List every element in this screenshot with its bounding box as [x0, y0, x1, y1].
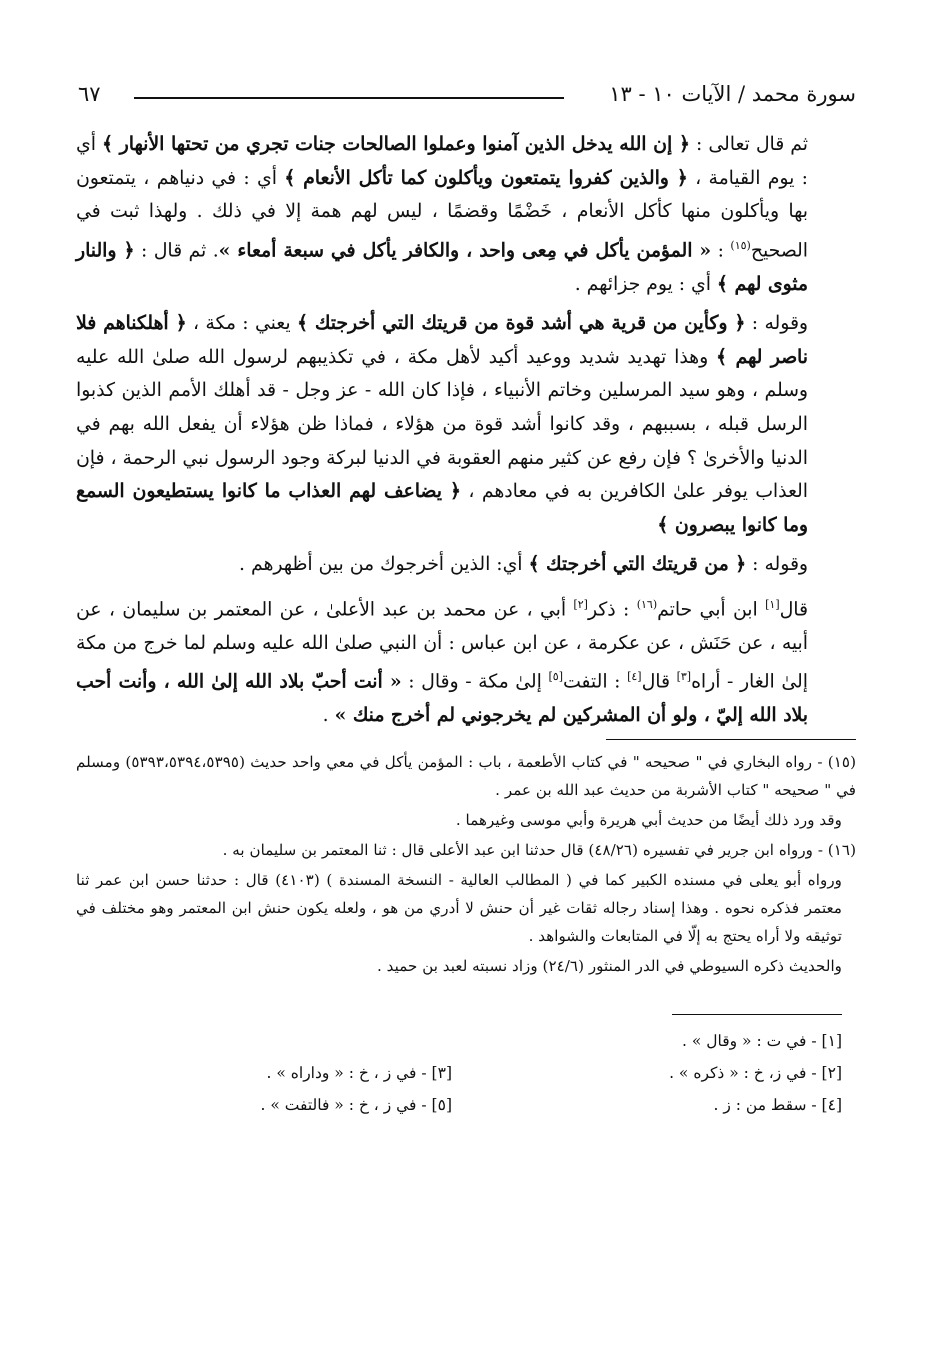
- footnote-16-note: ورواه أبو يعلى في مسنده الكبير كما في ( المطالب العالية - النسخة المسندة ) (٤١٠٣) قال : حدثنا حسن ابن عمر ثنا معتمر فذكره نحوه . وهذا إسناد رجاله ثقات غير أن حنش لا أدري من هو ، ولعله يكون حنش ابن المعتمر وهو مختلف في توثيقه ولا أراه يحتج به إلّا في المتابعات والشواهد .: [76, 870, 842, 945]
- body-text: : التفت: [562, 671, 628, 693]
- body-text: وقوله :: [746, 554, 808, 576]
- body-text: يعني : مكة ،: [186, 313, 297, 335]
- footnote-separator: [606, 739, 856, 740]
- page-number: ٦٧: [78, 82, 101, 106]
- body-text: أي : يوم القيامة ،: [76, 134, 808, 189]
- variant-4: [٤] - سقط من : ز .: [713, 1095, 842, 1114]
- quoted-text: ﴿ من قريتك التي أخرجتك ﴾: [528, 553, 747, 576]
- reference-marker: (١٥): [730, 238, 751, 252]
- quoted-text: ﴿ إن الله يدخل الذين آمنوا وعملوا الصالحات جنات تجري من تحتها الأنهار ﴾: [102, 133, 690, 155]
- footnote-16-source: والحديث ذكره السيوطي في الدر المنثور (٢٤/٦) وزاد نسبته لعبد بن حميد .: [376, 956, 842, 975]
- quoted-text: ﴿ والذين كفروا يتمتعون ويأكلون كما تأكل الأنعام ﴾: [284, 166, 688, 189]
- footnotes: [76, 748, 856, 980]
- body-text: وقوله :: [745, 313, 808, 335]
- footnote-15-note: وقد ورد ذلك أيضًا من حديث أبي هريرة وأبي موسى وغيرهما .: [455, 810, 842, 829]
- manuscript-variants: [76, 1025, 856, 1121]
- body-text: قال: [641, 671, 677, 693]
- paragraph-1: [76, 128, 856, 301]
- quoted-text: ﴿ أهلكناهم فلا ناصر لهم ﴾: [76, 312, 808, 368]
- body-text: أي: الذين أخرجوك من بين أظهرهم .: [239, 554, 529, 576]
- variant-5: [٥] - في ز ، خ : « فالتفت » .: [260, 1095, 452, 1114]
- variant-1: [١] - في ت : « وقال » .: [681, 1031, 842, 1050]
- paragraph-2: [76, 307, 856, 542]
- reference-marker: [٤]: [627, 670, 642, 684]
- quoted-text: « أنت أحبّ بلاد الله إلىٰ الله ، وأنت أحب بلاد الله إليّ ، ولو أن المشركين لم يخرجوني لم أخرج منك »: [76, 670, 808, 727]
- body-text: إلىٰ مكة - وقال :: [401, 671, 549, 693]
- quoted-text: « المؤمن يأكل في مِعى واحد ، والكافر يأكل في سبعة أمعاء »: [218, 239, 712, 262]
- reference-marker: [٢]: [573, 597, 588, 611]
- body-text: ابن أبي حاتم: [657, 599, 766, 621]
- quoted-text: ﴿ وكأين من قرية هي أشد قوة من قريتك التي أخرجتك ﴾: [296, 312, 746, 335]
- footnote-16: (١٦) - ورواه ابن جرير في تفسيره (٤٨/٢٦) قال حدثنا ابن عبد الأعلى قال : ثنا المعتمر بن سليمان به .: [222, 840, 856, 859]
- body-text: : ذكر: [587, 599, 637, 621]
- footnote-15: (١٥) - رواه البخاري في " صحيحه " في كتاب الأطعمة ، باب : المؤمن يأكل في معي واحد حديث (٥٣٩٣،٥٣٩٤،٥٣٩٥) ومسلم في " صحيحه " كتاب الأشربة من حديث عبد الله بن عمر .: [76, 752, 856, 799]
- header-rule: [134, 97, 564, 99]
- main-text: [76, 128, 856, 733]
- body-text: أي : في دنياهم ، يتمتعون بها ويأكلون منها كأكل الأنعام ، خَضْمًا وقضمًا ، ليس لهم همة إلا في ذلك . ولهذا ثبت في الصحيح: [76, 167, 808, 262]
- body-text: :: [711, 240, 731, 262]
- body-text: قال: [779, 599, 808, 621]
- body-text: وهذا تهديد شديد ووعيد أكيد لأهل مكة ، في تكذيبهم لرسول الله صلىٰ الله عليه وسلم ، وهو سيد المرسلين وخاتم الأنبياء ، فإذا كان الله - عز وجل - قد أهلك الأمم الذين كذبوا الرسل قبله ، بسببهم ، وقد كانوا أشد قوة من هؤلاء ، فماذا ظن هؤلاء أن يفعل الله بهم في الدنيا والأخرىٰ ؟ فإن رفع عن كثير منهم العقوبة في الدنيا لبركة وجود الرسول نبي الرحمة ، فإن العذاب يوفر علىٰ الكافرين به في معادهم ،: [76, 346, 809, 503]
- surah-title: سورة محمد / الآيات ١٠ - ١٣: [609, 82, 856, 106]
- body-text: أي : يوم جزائهم .: [574, 273, 717, 295]
- quoted-text: ﴿ والنار مثوى لهم ﴾: [76, 239, 808, 295]
- variant-3: [٣] - في ز ، خ : « وداراه » .: [266, 1063, 452, 1082]
- document-page: [76, 80, 856, 1121]
- reference-marker: [٣]: [676, 670, 692, 684]
- body-text: أبي ، عن محمد بن عبد الأعلىٰ ، عن المعتمر بن سليمان ، عن أبيه ، عن حَنَش ، عن عكرمة ، عن ابن عباس : أن النبي صلىٰ الله عليه وسلم لما خرج من مكة إلىٰ الغار - أراه: [76, 599, 808, 693]
- body-text: .: [322, 705, 335, 727]
- body-text: ثم قال تعالى :: [689, 134, 809, 155]
- paragraph-4: [76, 588, 856, 733]
- reference-marker: (١٦): [636, 597, 658, 611]
- paragraph-3: [76, 548, 856, 582]
- reference-marker: [١]: [765, 597, 780, 611]
- page-header: [76, 80, 856, 114]
- quoted-text: ﴿ يضاعف لهم العذاب ما كانوا يستطيعون السمع وما كانوا يبصرون ﴾: [76, 480, 808, 536]
- reference-marker: [٥]: [548, 670, 563, 684]
- variants-separator: [672, 1014, 842, 1015]
- variant-2: [٢] - في ز، خ : « ذكره » .: [669, 1063, 842, 1082]
- body-text: . ثم قال :: [134, 240, 219, 262]
